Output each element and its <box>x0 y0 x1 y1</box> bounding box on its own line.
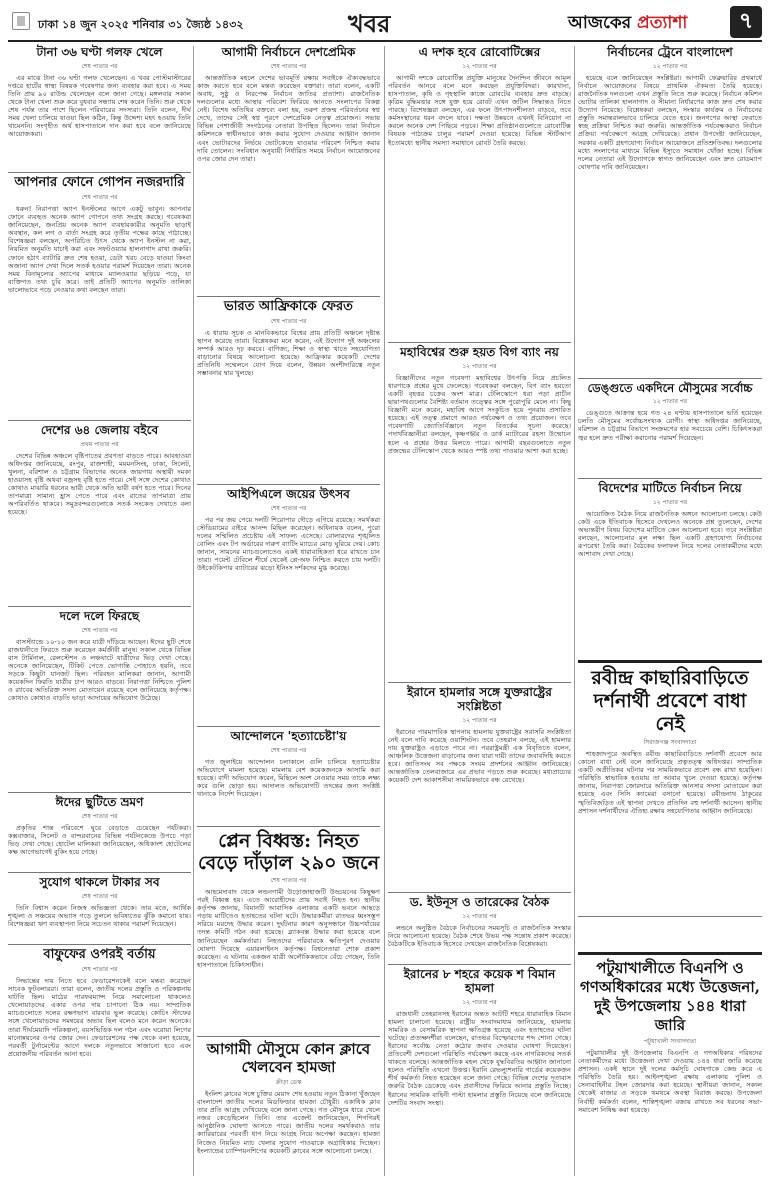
headline: বিদেশের মাটিতে নির্বাচন নিয়ে <box>598 481 742 495</box>
paragraph: তিনি বিশ্বাস করেন নিজস্ব অভিজ্ঞতা থেকে। তার মতে, আর্থিক শৃঙ্খলা ও সঞ্চয়ের অভ্যাস গড়ে তুললে ভবিষ্যতের ঝুঁকি কমানো যায়। বিশেষজ্ঞরা ঋণ ব্যবস্থাপনা নিয়ে সচেতন থাকার পরামর্শ দিয়েছেন। <box>8 903 191 928</box>
byline: শেষ পাতার পর <box>81 965 118 973</box>
byline: শেষ পাতার পর <box>270 746 307 754</box>
divider <box>8 172 191 173</box>
paragraph: পটুয়াখালীর দুই উপজেলায় বিএনপি ও গণঅধিকার পরিষদের নেতাকর্মীদের মধ্যে উত্তেজনা দেখা দেওয়ায় ১৪৪ ধারা জারি করেছে প্রশাসন। একই স্থানে দুই দলের কর্মসূচি ঘোষণাকে কেন্দ্র করে এ পরিস্থিতি তৈরি হয়। আইনশৃঙ্খলা রক্ষায় এলাকায় পুলিশ ও সেনাবাহিনীর টহল জোরদার করা হয়েছে। স্থানীয়রা জানান, সকাল থেকেই বাজার ও সড়কে থমথমে অবস্থা বিরাজ করছে। উপজেলা নির্বাহী কর্মকর্তা বলেন, শান্তিশৃঙ্খলা বজায় রাখতে সব ধরনের সভা-সমাবেশ নিষিদ্ধ করা হয়েছে। <box>578 1049 762 1114</box>
story-body <box>197 1090 380 1180</box>
divider <box>197 484 380 485</box>
divider <box>578 378 762 379</box>
divider <box>197 726 380 727</box>
story-election-train <box>578 46 762 376</box>
story-bff <box>8 948 191 1177</box>
paragraph: আন্তর্জাতিক মহলে দেশের ভাবমূর্তি রক্ষায় সবাইকে ঐক্যবদ্ধভাবে কাজ করতে হবে বলে মন্তব্য করেছেন বক্তারা। তারা বলেন, একটি অবাধ, সুষ্ঠু ও নিরপেক্ষ নির্বাচন জাতির প্রত্যাশা। রাজনৈতিক দলগুলোর মধ্যে আস্থার পরিবেশ ফিরিয়ে আনতে সংলাপের বিকল্প নেই। বিশেষ অতিথির বক্তব্যে বলা হয়, তরুণ প্রজন্ম পরিবর্তনের স্বপ্ন দেখে, তাদের সেই স্বপ্ন পূরণে দেশপ্রেমিক নেতৃত্ব প্রয়োজন। সভায় বিভিন্ন পেশাজীবী সংগঠনের নেতারা উপস্থিত ছিলেন। তারা নির্বাচন কমিশনকে স্বাধীনভাবে কাজ করার সুযোগ দেওয়ার আহ্বান জানান এবং ভোটারদের নির্ভয়ে ভোটকেন্দ্রে যাওয়ার পরিবেশ নিশ্চিত করার দাবি তোলেন। সংবিধান অনুযায়ী নির্ধারিত সময়ে নির্বাচন আয়োজনের ওপর জোর দেন তারা। <box>197 73 380 163</box>
story-election-abroad <box>578 482 762 660</box>
story-body <box>8 205 191 427</box>
story-body <box>388 74 571 344</box>
byline: শেষ পাতার পর <box>270 877 307 884</box>
page-number: ৭ <box>730 6 762 38</box>
story-body <box>388 728 571 908</box>
story-body <box>197 74 380 296</box>
story-body <box>197 329 380 489</box>
byline: ক্রীড়া ডেস্ক <box>275 1079 302 1086</box>
divider <box>8 606 191 607</box>
paragraph: এর মাঝে টানা ৩৬ ঘণ্টা গলফ খেলেছেন। এ খবর পোস্টমাস্টারের দপ্তরে হার্টের স্বাস্থ্য বিষয়ক গবেষণার জন্য ব্যবহার করা হবে। এ সময় তিনি প্রায় ৯০ রাউন্ড খেলেছেন বলে জানা গেছে। মঙ্গলবার সকাল থেকে টানা খেলা শুরু করে বুধবার সন্ধ্যায় শেষ করেন তিনি। শুরু থেকে শেষ পর্যন্ত তার পাশে ছিলেন পরিবারের সদস্যরা। তিনি বলেন, দীর্ঘ সময় খেলা চালিয়ে যাওয়া ছিল কঠিন, কিন্তু উদ্দেশ্য মহৎ হওয়ায় তিনি থামেননি। সংগৃহীত অর্থ হাসপাতালে দান করা হবে বলে জানিয়েছে আয়োজকরা। <box>8 73 191 139</box>
story-rabindra-kachharibari <box>578 660 762 917</box>
story-body <box>388 1010 571 1180</box>
paragraph: দেশের বিভিন্ন অঞ্চলে বৃষ্টিপাতের প্রবণতা বাড়তে পারে। আবহাওয়া অধিদপ্তর জানিয়েছে, রংপুর, রাজশাহী, ময়মনসিংহ, ঢাকা, সিলেট, খুলনা, বরিশাল ও চট্টগ্রাম বিভাগের অনেক জায়গায় অস্থায়ী দমকা হাওয়াসহ বৃষ্টি অথবা বজ্রসহ বৃষ্টি হতে পারে। সেই সঙ্গে দেশের কোথাও কোথাও মাঝারি ধরনের ভারী থেকে অতি ভারী বর্ষণ হতে পারে। দিনের তাপমাত্রা সামান্য হ্রাস পেতে পারে এবং রাতের তাপমাত্রা প্রায় অপরিবর্তিত থাকবে। সমুদ্রবন্দরগুলোকে সতর্ক সংকেত দেখাতে বলা হয়েছে। <box>8 451 191 517</box>
divider <box>388 682 571 683</box>
headline: আপনার ফোনে গোপন নজরদারি <box>14 175 185 190</box>
paragraph: আয়োজিত বৈঠক নিয়ে রাজনৈতিক অঙ্গনে আলোচনা চলছে। কেউ কেউ একে ইতিবাচক হিসেবে দেখলেও অনেকে প্রশ্ন তুলেছেন, দেশের অভ্যন্তরীণ বিষয় বিদেশের মাটিতে কেন আলোচনা হবে। তবে সংশ্লিষ্টরা বলছেন, আলোচনার মূল লক্ষ্য ছিল একটি গ্রহণযোগ্য নির্বাচনের রূপরেখা তৈরি করা। বৈঠকের ফলাফল নিয়ে দলের নেতাকর্মীদের মধ্যে আশাবাদ দেখা গেছে। <box>578 509 762 559</box>
headline: নির্বাচনের ট্রেনে বাংলাদেশ <box>607 45 733 59</box>
story-body <box>578 510 762 660</box>
divider <box>197 1036 380 1037</box>
divider <box>8 944 191 945</box>
divider <box>578 478 762 479</box>
page-header <box>8 4 762 42</box>
byline: সিরাজগঞ্জ সংবাদদাতা <box>643 739 697 746</box>
divider <box>388 964 571 965</box>
story-dengue <box>578 382 762 481</box>
story-body <box>578 1049 762 1179</box>
story-body <box>578 409 762 481</box>
story-weather <box>8 424 191 612</box>
story-movement <box>197 730 380 830</box>
column-rule <box>574 46 575 1176</box>
headline: দলে দলে ফিরছে <box>59 609 140 623</box>
headline: রবীন্দ্র কাছারিবাড়িতে দর্শনার্থী প্রবেশে বাধা নেই <box>591 667 749 735</box>
story-patuakhali <box>578 952 762 1179</box>
divider <box>8 872 191 873</box>
byline: শেষ পাতার পর <box>81 193 118 201</box>
headline: এ দশক হবে রোবোটিক্সের <box>418 45 541 59</box>
paragraph: প্রকৃতির শান্ত পরিবেশে ঘুরে বেড়াতে চেয়েছেন পর্যটকরা। কক্সবাজার, সিলেট ও বান্দরবানের বিভিন্ন পর্যটনকেন্দ্রে উপচে পড়া ভিড় দেখা গেছে। হোটেল মালিকরা জানিয়েছেন, অধিকাংশ হোটেলের কক্ষ আগেভাগেই বুকিং হয়ে গেছে। <box>8 823 191 857</box>
paragraph: রাজধানী তেহরানসহ ইরানের অন্তত আটটি শহরে ধারাবাহিক বিমান হামলা চালানো হয়েছে। রাষ্ট্রীয় সংবাদমাধ্যম জানিয়েছে, হামলায় সামরিক ও বেসামরিক স্থাপনা ক্ষতিগ্রস্ত হয়েছে এবং হতাহতের ঘটনা ঘটেছে। প্রত্যক্ষদর্শীরা বলেছেন, রাতভর বিস্ফোরণের শব্দ শোনা গেছে। ইরানের সর্বোচ্চ নেতা কঠোর জবাব দেওয়ার ঘোষণা দিয়েছেন। প্রতিবেশী দেশগুলো পরিস্থিতি পর্যবেক্ষণ করছে এবং নাগরিকদের সতর্ক থাকতে বলেছে। আন্তর্জাতিক মহল থেকে যুদ্ধবিরতির আহ্বান জানানো হলেও পরিস্থিতি এখনো উত্তপ্ত। ইরানি রেভল্যুশনারি গার্ডের কয়েকজন শীর্ষ কর্মকর্তা নিহত হয়েছেন বলে জানা গেছে। বিভিন্ন দেশের দূতাবাস জরুরি বৈঠক ডেকেছে এবং প্রবাসীদের ফিরিয়ে আনার প্রস্তুতি নিচ্ছে। ইরানের সামরিক বাহিনী পাল্টা হামলার প্রস্তুতি নিয়েছে বলে জানিয়েছে দেশটির সংবাদ সংস্থা। <box>388 1009 571 1107</box>
divider <box>197 296 380 297</box>
column-rule <box>193 46 194 1176</box>
story-robotics <box>388 46 571 344</box>
byline: শেষ পাতার পর <box>81 892 118 900</box>
story-body <box>8 452 191 612</box>
story-body <box>8 74 191 174</box>
byline: ১২ পাতার পর <box>652 398 688 406</box>
paragraph: ইংলিশ ক্লাবের সঙ্গে চুক্তির মেয়াদ শেষ হওয়ায় নতুন ঠিকানা খুঁজছেন বাংলাদেশ জাতীয় দলের মিডফিল্ডার হামজা চৌধুরী। একাধিক ক্লাব তার প্রতি আগ্রহ দেখিয়েছে বলে জানা গেছে। গত মৌসুমে ধারে খেলে নজর কেড়েছিলেন তিনি। তার এজেন্ট জানিয়েছেন, শিগগিরই আনুষ্ঠানিক ঘোষণা আসতে পারে। জাতীয় দলের সমর্থকরাও তার ক্যারিয়ারের পরবর্তী ধাপ নিয়ে আগ্রহ নিয়ে অপেক্ষা করছেন। হামজা নিজেও নিয়মিত ম্যাচ খেলার সুযোগ পাওয়াকে অগ্রাধিকার দিচ্ছেন। ইংল্যান্ডের চ্যাম্পিয়নশিপের কয়েকটি ক্লাবের সঙ্গে আলোচনা চলছে। <box>197 1090 380 1155</box>
story-ipl <box>197 488 380 730</box>
paragraph: আগামী দশকে রোবোটিক্স প্রযুক্তি মানুষের দৈনন্দিন জীবনে আমূল পরিবর্তন আনবে বলে মনে করছেন প্রযুক্তিবিদরা। কারখানা, হাসপাতাল, কৃষি ও গৃহস্থালি কাজে রোবটের ব্যবহার দ্রুত বাড়ছে। কৃত্রিম বুদ্ধিমত্তার সঙ্গে যুক্ত হয়ে রোবট এখন জটিল সিদ্ধান্তও নিতে পারছে। বিশেষজ্ঞরা বলছেন, এর ফলে উৎপাদনশীলতা বাড়বে, তবে কর্মসংস্থানের ধরন বদলে যাবে। দক্ষতা উন্নয়নে এখনই বিনিয়োগ না করলে অনেক দেশ পিছিয়ে পড়বে। শিক্ষা প্রতিষ্ঠানগুলোতে রোবোটিক্স বিষয়ক পাঠ্যক্রম চালুর পরামর্শ দেওয়া হয়েছে। বিভিন্ন স্টার্টআপ ইতোমধ্যে স্থানীয় সমস্যা সমাধানে রোবট তৈরি করছে। <box>388 73 571 147</box>
logo-accent: প্রত্যাশা <box>637 13 688 33</box>
divider <box>388 342 571 343</box>
divider <box>197 826 380 827</box>
story-hamza <box>197 1040 380 1180</box>
headline: মহাবিশ্বের শুরু হয়ত বিগ ব্যাং নয় <box>400 345 559 359</box>
fold-marker-icon <box>12 12 30 30</box>
story-money <box>8 876 191 952</box>
paragraph: ধরুন! নিরাপত্তা অ্যাপ ইনস্টলের আগে একটু ভাবুন। আপনার ফোনে ব্যবহৃত অনেক অ্যাপ গোপনে তথ্য সংগ্রহ করছে। গবেষকরা জানিয়েছেন, জনপ্রিয় অনেক অ্যাপ ব্যবহারকারীর অনুমতি ছাড়াই অবস্থান, কল লগ ও বার্তা সংগ্রহ করে তৃতীয় পক্ষের কাছে পাঠাচ্ছে। বিশেষজ্ঞরা বলছেন, অপরিচিত উৎস থেকে অ্যাপ ইনস্টল না করা, নিয়মিত অনুমতি যাচাই করা এবং সফটওয়্যার হালনাগাদ রাখা জরুরি। ফোনে হঠাৎ ব্যাটারি দ্রুত শেষ হওয়া, ডেটা খরচ বেড়ে যাওয়া কিংবা অজানা অ্যাপ দেখা দিলে সতর্ক হওয়ার পরামর্শ দিয়েছেন তারা। অনেক সময় বিনামূল্যের অ্যাপের মাধ্যমে ম্যালওয়্যার ছড়িয়ে পড়ে, যা ব্যক্তিগত তথ্য চুরি করে। তাই প্রতিটি অ্যাপের অনুমতি তালিকা ভালোভাবে পড়ে নেওয়ার কথা বলছেন তারা। <box>8 204 191 294</box>
story-iran-us <box>388 686 571 908</box>
paragraph: সিদ্ধান্তের দায় নিতে হবে ফেডারেশনকেই বলে মন্তব্য করেছেন সাবেক ফুটবলাররা। তারা বলেন, জাতীয় দলের প্রস্তুতি ও পরিকল্পনায় ঘাটতি ছিল। মাঠের পারফরম্যান্স নিয়ে সমালোচনা থাকলেও খেলোয়াড়দের একার ওপর দায় চাপানো ঠিক নয়। সাম্প্রতিক ম্যাচগুলোতে দলের রক্ষণভাগ বারবার ভুল করেছে। কোচিং স্টাফের সঙ্গে খেলোয়াড়দের সমন্বয়ের অভাব ছিল বলেও মনে করেন অনেকে। তারা দীর্ঘমেয়াদি পরিকল্পনা, বয়সভিত্তিক দল গঠন এবং ঘরোয়া লিগের মানোন্নয়নের ওপর জোর দেন। ফেডারেশনের পক্ষ থেকে বলা হয়েছে, পরবর্তী টুর্নামেন্টের আগে দলকে নতুনভাবে সাজানো হবে এবং প্রয়োজনীয় পরিবর্তন আনা হবে। <box>8 976 191 1058</box>
headline: ঈদের ছুটিতে ভ্রমণ <box>55 795 144 809</box>
paragraph: ডেঙ্গুতে আক্রান্ত হয়ে গত ২৪ ঘণ্টায় হাসপাতালে ভর্তি হয়েছেন চলতি মৌসুমের সর্বোচ্চসংখ্যক রোগী। স্বাস্থ্য অধিদপ্তর জানিয়েছে, বরিশাল ও চট্টগ্রাম বিভাগে সংক্রমণের হার সবচেয়ে বেশি। চিকিৎসকরা জ্বর হলে দ্রুত পরীক্ষা করানোর পরামর্শ দিয়েছেন। <box>578 409 762 442</box>
story-returning <box>8 610 191 798</box>
byline: শেষ পাতার পর <box>270 62 307 70</box>
story-body <box>578 74 762 376</box>
story-body <box>8 977 191 1177</box>
paragraph: এ ধারায় সূচক ও মানবিকভাবে বিশ্বের প্রায় প্রতিটি অঞ্চলে দৃষ্টান্ত স্থাপন করেছে তারা। বিশ্লেষকরা মনে করেন, এই উদ্যোগ দুই অঞ্চলের সম্পর্ক আরও দৃঢ় করবে। বাণিজ্য, শিক্ষা ও স্বাস্থ্য খাতে সহযোগিতা বাড়ানোর বিষয়ে আলোচনা হয়েছে। আফ্রিকার কয়েকটি দেশের প্রতিনিধি সম্মেলনে যোগ দিয়ে বলেন, উন্নয়ন অংশীদারিত্বে নতুন সম্ভাবনার দ্বার খুলছে। <box>197 328 380 378</box>
headline: ড. ইউনূস ও তারেকের বৈঠক <box>409 895 550 909</box>
story-india-africa <box>197 300 380 489</box>
headline: টানা ৩৬ ঘণ্টা গলফ খেলে <box>36 45 163 59</box>
story-election-patriot <box>197 46 380 296</box>
paragraph: বাসস্ট্যান্ডে ১০-১০ জন করে যাত্রী দাঁড়িয়ে আছেন। ঈদের ছুটি শেষে রাজধানীতে ফিরতে শুরু করেছেন কর্মজীবী মানুষ। সকাল থেকে বিভিন্ন বাস টার্মিনাল, রেলস্টেশন ও লঞ্চঘাটে যাত্রীদের ভিড় দেখা গেছে। অনেকে জানিয়েছেন, টিকিট পেতে ভোগান্তি পোহাতে হয়নি, তবে সড়কে কিছুটা যানজট ছিল। পরিবহন মালিকরা জানান, আগামী কয়েকদিন ফিরতি যাত্রীর চাপ আরও বাড়বে। নিরাপত্তা নিশ্চিতে পুলিশ ও র‍্যাবের অতিরিক্ত সদস্য মোতায়েন রয়েছে বলে জানিয়েছে কর্তৃপক্ষ। কোথাও কোথাও বাড়তি ভাড়া আদায়ের অভিযোগ উঠেছে। <box>8 637 191 703</box>
headline: দেশের ৬৪ জেলায় বইবে <box>40 423 159 437</box>
story-plane-crash <box>197 830 380 1040</box>
story-body <box>197 888 380 1040</box>
issue-date: ঢাকা ১৪ জুন ২০২৫ শনিবার ৩১ জ্যৈষ্ঠ ১৪৩২ <box>38 18 244 31</box>
headline: আগামী নির্বাচনে দেশপ্রেমিক <box>221 45 356 59</box>
section-title: খবর <box>348 9 391 38</box>
story-body <box>578 750 762 916</box>
headline: আগামী মৌসুমে কোন ক্লাবে খেলবেন হামজা <box>206 1040 371 1076</box>
story-yunus-tarique <box>388 896 571 972</box>
story-body <box>388 374 571 684</box>
story-big-bang <box>388 346 571 684</box>
byline: ১২ পাতার পর <box>462 716 497 724</box>
story-phone-surveillance <box>8 176 191 427</box>
headline: আন্দোলনে 'হত্যাচেষ্টা'য় <box>230 729 347 743</box>
byline: পটুয়াখালী সংবাদদাতা <box>643 1038 697 1045</box>
headline: ভারত আফ্রিকাকে ফেরত <box>224 299 353 314</box>
headline: বাফুফের ওপরই বর্তায় <box>43 947 156 962</box>
column-rule <box>384 46 385 1176</box>
paragraph: আহমেদাবাদ থেকে লন্ডনগামী উড়োজাহাজটি উড্ডয়নের কিছুক্ষণ পরই বিধ্বস্ত হয়। এতে আরোহীদের প্রায় সবাই নিহত হন। স্থানীয় কর্তৃপক্ষ জানায়, বিমানটি আবাসিক এলাকার একটি ভবনে আছড়ে পড়ায় মাটিতেও হতাহতের ঘটনা ঘটে। উদ্ধারকর্মীরা রাতভর ধ্বংসস্তূপ সরিয়ে মরদেহ উদ্ধার করেন। দুর্ঘটনার কারণ অনুসন্ধানে উচ্চপর্যায়ের তদন্ত কমিটি গঠন করা হয়েছে। ব্ল্যাকবক্স উদ্ধার করা হয়েছে বলে জানিয়েছেন কর্মকর্তারা। নিহতদের পরিবারকে ক্ষতিপূরণ দেওয়ার ঘোষণা দিয়েছে এয়ারলাইনস কর্তৃপক্ষ। বিশ্বনেতারা শোক প্রকাশ করেছেন। এ ঘটনায় একজন যাত্রী অলৌকিকভাবে বেঁচে গেছেন, তিনি হাসপাতালে চিকিৎসাধীন। <box>197 888 380 969</box>
paragraph: বিজ্ঞানীদের নতুন গবেষণা মহাবিশ্বের উৎপত্তি নিয়ে প্রচলিত ধারণাকে প্রশ্নের মুখে ফেলেছে। গবেষকরা বলছেন, বিগ ব্যাং হয়তো একটি বৃহত্তর চক্রের অংশ মাত্র। টেলিস্কোপে ধরা পড়া প্রাচীন ছায়াপথগুলোর বৈশিষ্ট্য বর্তমান তত্ত্বের সঙ্গে পুরোপুরি মেলে না। কিছু বিজ্ঞানী মনে করেন, মহাবিশ্ব আগে সংকুচিত হয়ে পুনরায় প্রসারিত হয়েছে। এই তত্ত্ব প্রমাণে আরও পর্যবেক্ষণ ও তথ্য প্রয়োজন। তবে গবেষণাটি জ্যোতির্বিজ্ঞানে নতুন বিতর্কের সূচনা করেছে। পদার্থবিজ্ঞানীরা বলছেন, কৃষ্ণগহ্বর ও ডার্ক ম্যাটারের রহস্য উন্মোচন হলে এ প্রশ্নের উত্তর মিলতে পারে। আগামী বছরগুলোতে নতুন প্রজন্মের টেলিস্কোপ থেকে আরও স্পষ্ট তথ্য পাওয়ার আশা করা হচ্ছে। <box>388 373 571 455</box>
divider <box>8 420 191 421</box>
headline: পটুয়াখালীতে বিএনপি ও গণঅধিকারের মধ্যে উত্তেজনা, দুই উপজেলায় ১৪৪ ধারা জারি <box>580 959 760 1034</box>
logo-main: আজকের <box>568 13 638 33</box>
divider <box>8 792 191 793</box>
newspaper-logo <box>568 10 687 38</box>
headline: ইরানে হামলার সঙ্গে যুক্তরাষ্ট্রের সংশ্লিষ্টতা <box>407 685 552 713</box>
headline: প্লেন বিধ্বস্ত: নিহত বেড়ে দাঁড়াল ২৯০ জনে <box>197 830 380 874</box>
byline: ১২ পাতার পর <box>652 62 688 70</box>
headline: সুযোগ থাকলে টাকার সব <box>39 875 160 889</box>
byline: শেষ পাতার পর <box>270 317 307 325</box>
paragraph: ইরানের পারমাণবিক স্থাপনায় হামলায় যুক্তরাষ্ট্রের সরাসরি সংশ্লিষ্টতা নেই বলে দাবি করেছে ওয়াশিংটন। তবে তেহরান বলছে, এই হামলার দায় যুক্তরাষ্ট্রও এড়াতে পারে না। পররাষ্ট্রমন্ত্রী এক বিবৃতিতে বলেন, আঞ্চলিক উত্তেজনা বাড়ানোর জন্য যারা দায়ী তাদের জবাবদিহি করতে হবে। জাতিসংঘ সব পক্ষকে সংযম প্রদর্শনের আহ্বান জানিয়েছে। আন্তর্জাতিক তেলবাজারে এর প্রভাব পড়তে শুরু করেছে। মধ্যপ্রাচ্যের কয়েকটি দেশ আকাশসীমা সাময়িকভাবে বন্ধ রেখেছে। <box>388 727 571 785</box>
byline: ১২ পাতার পর <box>462 362 497 370</box>
divider <box>388 892 571 893</box>
paragraph: পর পর জয় পেয়ে দলটি শিরোপার দৌড়ে এগিয়ে রয়েছে। সমর্থকরা স্টেডিয়ামের বাইরে আনন্দ মিছিল করেছেন। অধিনায়ক বলেন, পুরো দলের সম্মিলিত প্রচেষ্টায় এই সাফল্য এসেছে। বোলারদের শৃঙ্খলিত বোলিং এবং টপ অর্ডারের দারুণ ব্যাটিং ম্যাচের মোড় ঘুরিয়ে দেয়। কোচ জানান, সামনের ম্যাচগুলোতেও একই ধারাবাহিকতা ধরে রাখতে চান তারা। পয়েন্ট টেবিলে শীর্ষে থেকেই প্লে-অফ নিশ্চিত করতে চায় দলটি। উইকেটকিপার ব্যাটারের ঝড়ো ইনিংস দর্শকদের মুগ্ধ করেছে। <box>197 515 380 573</box>
headline: ডেঙ্গুতে একদিনে মৌসুমের সর্বোচ্চ <box>587 381 753 395</box>
byline: ১২ পাতার পর <box>462 62 497 70</box>
byline: ১২ পাতার পর <box>462 998 497 1006</box>
byline: শেষ পাতার পর <box>81 626 118 634</box>
byline: ১২ পাতার পর <box>462 912 497 920</box>
headline: আইপিএলে জয়ের উৎসব <box>227 487 350 501</box>
story-body <box>8 638 191 798</box>
byline: শেষ পাতার পর <box>81 62 118 70</box>
paragraph: শাহজাদপুরে অবস্থিত রবীন্দ্র কাছারিবাড়িতে দর্শনার্থী প্রবেশে আর কোনো বাধা নেই বলে জানিয়েছে প্রত্নতত্ত্ব অধিদপ্তর। সাম্প্রতিক একটি অপ্রীতিকর ঘটনার পর সাময়িকভাবে প্রবেশ বন্ধ রাখা হয়েছিল। পরিস্থিতি স্বাভাবিক হওয়ায় তা আবার খুলে দেওয়া হয়েছে। কর্তৃপক্ষ জানায়, নিরাপত্তা জোরদারে অতিরিক্ত আনসার সদস্য মোতায়েন করা হয়েছে এবং সিসি ক্যামেরা বসানো হয়েছে। রবীন্দ্রনাথ ঠাকুরের স্মৃতিবিজড়িত এই স্থাপনা দেখতে প্রতিদিন বহু দর্শনার্থী আসেন। স্থানীয় প্রশাসন দর্শনার্থীদের ঐতিহ্য রক্ষায় সহযোগিতার আহ্বান জানিয়েছে। <box>578 750 762 815</box>
story-body <box>197 516 380 730</box>
story-iran-airstrikes <box>388 968 571 1180</box>
story-golf <box>8 46 191 174</box>
byline: শেষ পাতার পর <box>270 504 307 512</box>
byline: শেষ পাতার পর <box>81 812 118 820</box>
paragraph: লন্ডনে অনুষ্ঠিত বৈঠকে নির্বাচনের সময়সূচি ও রাজনৈতিক সংস্কার নিয়ে আলোচনা হয়েছে। বৈঠক শেষে উভয় পক্ষ সন্তোষ প্রকাশ করেছে। বৈঠকটিকে ইতিবাচক হিসেবে দেখছেন রাজনৈতিক বিশ্লেষকরা। <box>388 923 571 948</box>
paragraph: গত জুলাইয়ে আন্দোলন চলাকালে গুলি চালিয়ে হত্যাচেষ্টার অভিযোগে মামলা হয়েছে। মামলায় বেশ কয়েকজনকে আসামি করা হয়েছে। বাদী অভিযোগ করেন, মিছিলে অংশ নেওয়ার সময় তাকে লক্ষ্য করে গুলি ছোড়া হয়। আদালত অভিযোগটি তদন্তের জন্য সংশ্লিষ্ট থানাকে নির্দেশ দিয়েছেন। <box>197 757 380 799</box>
story-eid-travel <box>8 796 191 880</box>
headline: ইরানের ৮ শহরে কয়েক শ বিমান হামলা <box>403 967 556 995</box>
byline: ১২ পাতার পর <box>652 498 688 506</box>
paragraph: হয়েছে বলে জানিয়েছেন সংশ্লিষ্টরা। আগামী ফেব্রুয়ারির প্রথমার্ধে নির্বাচন আয়োজনের বিষয়ে প্রাথমিক ঐকমত্য তৈরি হয়েছে। রাজনৈতিক দলগুলো এখন প্রস্তুতি নিতে শুরু করেছে। নির্বাচন কমিশন ভোটার তালিকা হালনাগাদ ও সীমানা নির্ধারণের কাজ দ্রুত শেষ করার উদ্যোগ নিয়েছে। বিশ্লেষকরা বলছেন, সংস্কার কার্যক্রম ও নির্বাচনের প্রস্তুতি সমান্তরালভাবে চালিয়ে যেতে হবে। জনগণের আস্থা ফেরাতে স্বচ্ছ প্রক্রিয়া নিশ্চিত করা জরুরি। আন্তর্জাতিক পর্যবেক্ষকরাও নির্বাচন প্রক্রিয়া পর্যবেক্ষণে আগ্রহ দেখিয়েছে। প্রধান উপদেষ্টা জানিয়েছেন, সরকার একটি গ্রহণযোগ্য নির্বাচন আয়োজনে প্রতিশ্রুতিবদ্ধ। দলগুলোর মধ্যে সংলাপের মাধ্যমে বিভিন্ন ইস্যুতে সমাধান খোঁজা হচ্ছে। বিভিন্ন দলের নেতারা এই উদ্যোগকে স্বাগত জানিয়েছেন এবং দ্রুত রোডম্যাপ ঘোষণার দাবি জানিয়েছেন। <box>578 73 762 171</box>
story-body <box>197 758 380 830</box>
byline: প্রথম পাতার পর <box>80 440 119 448</box>
